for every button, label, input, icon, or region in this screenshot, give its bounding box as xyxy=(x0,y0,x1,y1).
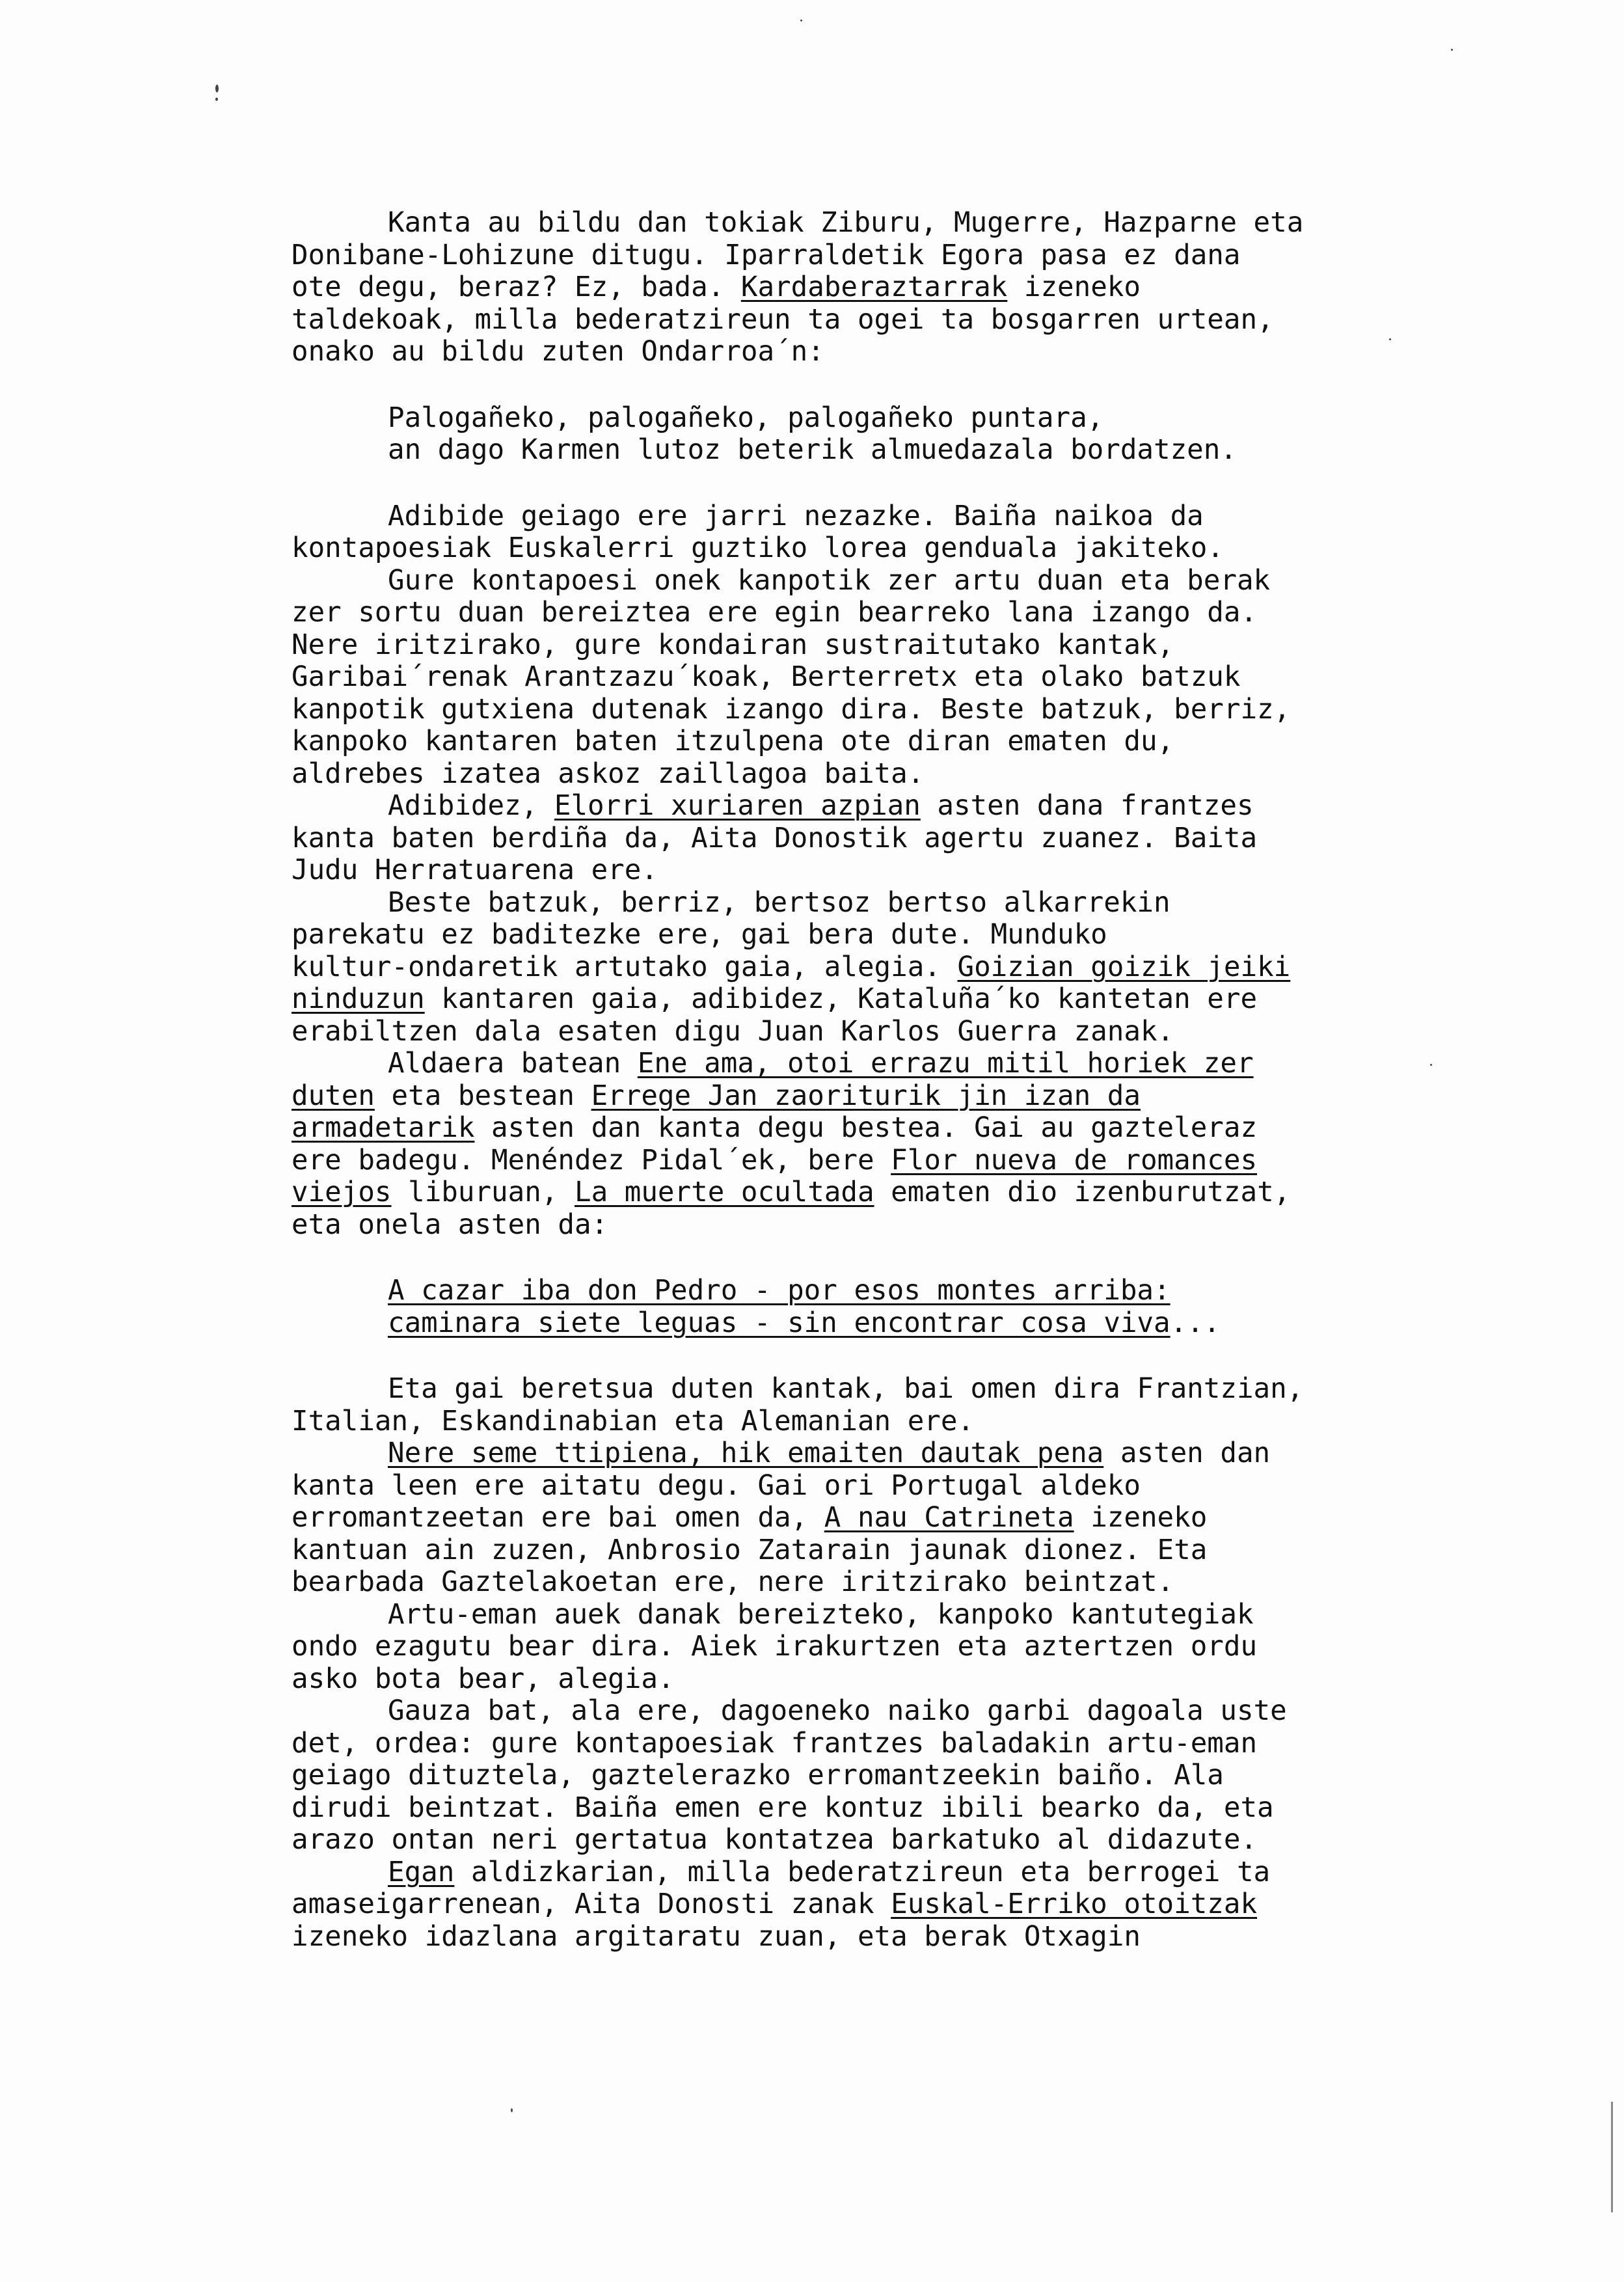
text-segment: ondo ezagutu bear dira. Aiek irakurtzen eta aztertzen ordu xyxy=(291,1631,1258,1663)
underlined-title: caminara siete leguas - sin encontrar cosa viva xyxy=(388,1307,1171,1339)
text-segment: geiago dituztela, gaztelerazko erromantzeekin baiño. Ala xyxy=(291,1759,1224,1791)
text-line xyxy=(291,1566,1463,1599)
text-line xyxy=(291,1856,1463,1889)
underlined-title: Nere seme ttipiena, hik emaiten dautak pena xyxy=(388,1437,1104,1469)
underlined-title: A nau Catrineta xyxy=(824,1502,1074,1534)
text-segment: kantaren gaia, adibidez, Kataluña´ko kantetan ere xyxy=(424,983,1258,1015)
underlined-title: A cazar iba don Pedro - por esos montes arriba: xyxy=(388,1275,1171,1307)
text-segment: asten dana frantzes xyxy=(920,790,1254,822)
text-segment: bearbada Gaztelakoetan ere, nere iritzirako beintzat. xyxy=(291,1566,1174,1598)
underlined-title: Goizian goizik jeiki xyxy=(957,951,1291,983)
text-segment: erabiltzen dala esaten digu Juan Karlos Guerra zanak. xyxy=(291,1015,1174,1048)
text-segment: Aldaera batean xyxy=(388,1048,638,1080)
paragraph-block xyxy=(291,207,1463,368)
text-line xyxy=(291,1048,1463,1080)
text-line xyxy=(291,1406,1463,1438)
text-segment: liburuan, xyxy=(391,1176,575,1208)
verse-block xyxy=(291,402,1463,467)
text-segment: Beste batzuk, berriz, bertsoz bertso alkarrekin xyxy=(388,886,1171,919)
text-line xyxy=(291,239,1463,272)
text-segment: kultur-ondaretik artutako gaia, alegia. xyxy=(291,951,958,983)
text-segment: eta bestean xyxy=(374,1080,591,1112)
verse-block xyxy=(291,1275,1463,1339)
text-segment: kanta baten berdiña da, Aita Donostik agertu zuanez. Baita xyxy=(291,822,1258,854)
underlined-title: ninduzun xyxy=(291,983,425,1015)
text-line xyxy=(291,758,1463,791)
text-segment: amaseigarrenean, Aita Donosti zanak xyxy=(291,1888,891,1920)
verse-line xyxy=(291,1307,1463,1340)
text-segment: aldizkarian, milla bederatzireun eta berrogei ta xyxy=(454,1856,1271,1888)
text-segment: Gure kontapoesi onek kanpotik zer artu duan eta berak xyxy=(388,564,1271,597)
text-segment: eta onela asten da: xyxy=(291,1208,608,1241)
text-segment: zer sortu duan bereiztea ere egin bearreko lana izango da. xyxy=(291,597,1258,629)
text-line xyxy=(291,1437,1463,1470)
verse-line xyxy=(291,434,1463,467)
text-segment: arazo ontan neri gertatua kontatzea barkatuko al didazute. xyxy=(291,1824,1258,1856)
underlined-title: La muerte ocultada xyxy=(575,1176,874,1208)
text-segment: Garibai´renak Arantzazu´koak, Berterretx eta olako batzuk xyxy=(291,661,1241,693)
text-segment: Gauza bat, ala ere, dagoeneko naiko garbi dagoala uste xyxy=(388,1695,1287,1727)
scan-speck xyxy=(800,20,802,21)
text-line xyxy=(291,597,1463,629)
text-segment: parekatu ez baditezke ere, gai bera dute. Munduko xyxy=(291,919,1107,951)
paragraph-block xyxy=(291,1373,1463,1953)
text-segment: dirudi beintzat. Baiña emen ere kontuz ibili bearko da, eta xyxy=(291,1791,1274,1824)
text-line xyxy=(291,1888,1463,1921)
text-line xyxy=(291,983,1463,1016)
text-line xyxy=(291,1824,1463,1856)
text-line xyxy=(291,336,1463,368)
text-segment: ote degu, beraz? Ez, bada. xyxy=(291,271,741,303)
underlined-title: Egan xyxy=(388,1856,455,1888)
text-segment: Artu-eman auek danak bereizteko, kanpoko kantutegiak xyxy=(388,1598,1254,1631)
scan-edge-mark xyxy=(1611,2102,1613,2212)
text-segment: ere badegu. Menéndez Pidal´ek, bere xyxy=(291,1144,891,1176)
text-segment: Kanta au bildu dan tokiak Ziburu, Mugerre, Hazparne eta xyxy=(388,207,1304,239)
text-line xyxy=(291,1373,1463,1406)
text-line xyxy=(291,1728,1463,1760)
text-line xyxy=(291,1695,1463,1728)
paragraph-block xyxy=(291,500,1463,1242)
text-segment: ematen dio izenburutzat, xyxy=(874,1176,1291,1208)
text-line xyxy=(291,661,1463,694)
text-line xyxy=(291,790,1463,822)
text-segment: Adibide geiago ere jarri nezazke. Baiña naikoa da xyxy=(388,500,1204,532)
text-line xyxy=(291,726,1463,758)
text-line xyxy=(291,1209,1463,1242)
text-segment: an dago Karmen lutoz beterik almuedazala bordatzen. xyxy=(388,434,1237,466)
document-body xyxy=(291,207,1463,1953)
text-segment: taldekoak, milla bederatzireun ta ogei ta bosgarren urtean, xyxy=(291,303,1274,336)
text-segment: asten dan xyxy=(1103,1437,1271,1469)
text-segment: det, ordea: gure kontapoesiak frantzes baladakin artu-eman xyxy=(291,1727,1258,1759)
text-line xyxy=(291,822,1463,855)
text-segment: erromantzeetan ere bai omen da, xyxy=(291,1502,824,1534)
text-line xyxy=(291,1016,1463,1048)
text-segment: aldrebes izatea askoz zaillagoa baita. xyxy=(291,757,925,790)
text-segment: Judu Herratuarena ere. xyxy=(291,854,658,886)
text-line xyxy=(291,532,1463,565)
underlined-title: Euskal-Erriko otoitzak xyxy=(891,1888,1258,1920)
text-line xyxy=(291,1534,1463,1567)
text-line xyxy=(291,694,1463,726)
text-line xyxy=(291,629,1463,662)
text-segment: kanpoko kantaren baten itzulpena ote diran ematen du, xyxy=(291,726,1174,757)
text-line xyxy=(291,1470,1463,1502)
underlined-title: Kardaberaztarrak xyxy=(740,271,1008,303)
text-line xyxy=(291,854,1463,887)
block-gap xyxy=(291,467,1463,500)
block-gap xyxy=(291,368,1463,402)
text-segment: onako au bildu zuten Ondarroa´n: xyxy=(291,336,824,368)
text-segment: Italian, Eskandinabian eta Alemanian ere. xyxy=(291,1405,975,1437)
text-segment: Donibane-Lohizune ditugu. Iparraldetik Egora pasa ez dana xyxy=(291,239,1241,271)
text-segment: Nere iritzirako, gure kondairan sustraitutako kantak, xyxy=(291,629,1174,661)
text-segment: asko bota bear, alegia. xyxy=(291,1663,675,1695)
underlined-title: Errege Jan zaoriturik jin izan da xyxy=(591,1080,1141,1112)
text-segment: asten dan kanta degu bestea. Gai au gazteleraz xyxy=(474,1112,1258,1144)
scan-speck xyxy=(215,98,218,101)
text-line xyxy=(291,271,1463,304)
text-segment: izeneko xyxy=(1007,271,1141,303)
verse-line xyxy=(291,1275,1463,1307)
underlined-title: Flor nueva de romances xyxy=(891,1144,1258,1176)
underlined-title: duten xyxy=(291,1080,375,1112)
underlined-title: armadetarik xyxy=(291,1112,475,1144)
text-line xyxy=(291,207,1463,239)
text-line xyxy=(291,1792,1463,1825)
text-line xyxy=(291,887,1463,919)
underlined-title: viejos xyxy=(291,1176,392,1208)
text-line xyxy=(291,919,1463,951)
text-segment: kantuan ain zuzen, Anbrosio Zatarain jaunak dionez. Eta xyxy=(291,1534,1208,1566)
text-line xyxy=(291,1759,1463,1792)
text-line xyxy=(291,1631,1463,1663)
block-gap xyxy=(291,1339,1463,1373)
text-segment: Eta gai beretsua duten kantak, bai omen dira Frantzian, xyxy=(388,1373,1304,1405)
scan-speck xyxy=(511,2108,513,2112)
text-line xyxy=(291,1145,1463,1177)
text-line xyxy=(291,951,1463,984)
text-line xyxy=(291,1599,1463,1631)
text-segment: kontapoesiak Euskalerri guztiko lorea genduala jakiteko. xyxy=(291,532,1224,564)
text-line xyxy=(291,1663,1463,1696)
text-line xyxy=(291,1112,1463,1145)
text-segment: kanpotik gutxiena dutenak izango dira. Beste batzuk, berriz, xyxy=(291,693,1291,726)
scan-speck xyxy=(1451,49,1453,51)
text-segment: kanta leen ere aitatu degu. Gai ori Portugal aldeko xyxy=(291,1469,1141,1502)
text-line xyxy=(291,565,1463,597)
text-segment: ... xyxy=(1170,1307,1221,1339)
scan-speck xyxy=(215,85,219,92)
block-gap xyxy=(291,1241,1463,1275)
text-segment: Adibidez, xyxy=(388,790,554,822)
text-line xyxy=(291,500,1463,533)
text-line xyxy=(291,1080,1463,1113)
text-segment: izeneko idazlana argitaratu zuan, eta berak Otxagin xyxy=(291,1920,1141,1953)
text-line xyxy=(291,1176,1463,1209)
verse-line xyxy=(291,402,1463,435)
text-line xyxy=(291,304,1463,336)
text-segment: Palogañeko, palogañeko, palogañeko puntara, xyxy=(388,401,1104,434)
text-line xyxy=(291,1921,1463,1953)
underlined-title: Elorri xuriaren azpian xyxy=(554,790,921,822)
text-segment: izeneko xyxy=(1074,1502,1208,1534)
text-line xyxy=(291,1502,1463,1534)
underlined-title: Ene ama, otoi errazu mitil horiek zer xyxy=(637,1048,1254,1080)
